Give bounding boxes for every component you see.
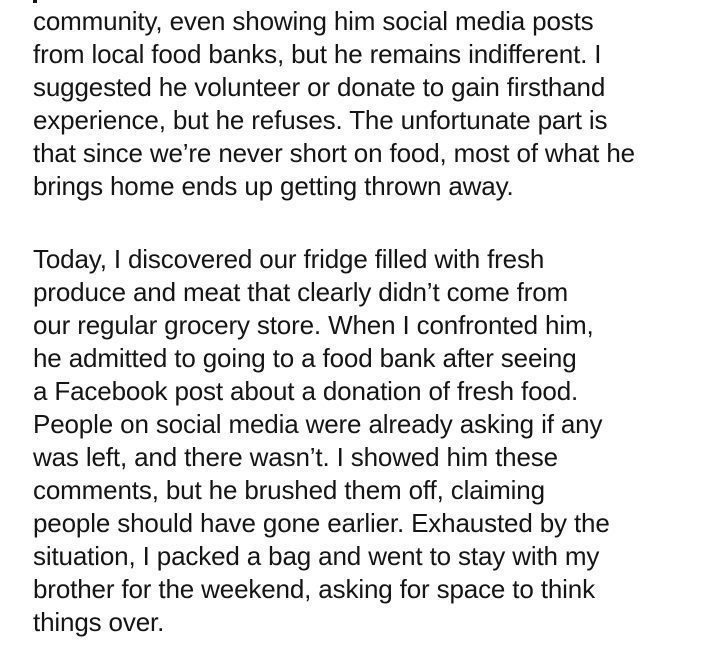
text-line: things over. bbox=[33, 607, 165, 637]
text-line: People on social media were already asking if any bbox=[33, 409, 603, 439]
text-line: he admitted to going to a food bank after seeing bbox=[33, 343, 577, 373]
text-line: suggested he volunteer or donate to gain firsthand bbox=[33, 72, 606, 102]
paragraph-2 bbox=[33, 243, 610, 639]
text-line: Today, I discovered our fridge filled with fresh bbox=[33, 244, 545, 274]
text-line: community, even showing him social media posts bbox=[33, 6, 594, 36]
text-line: experience, but he refuses. The unfortunate part is bbox=[33, 105, 608, 135]
text-line: that since we’re never short on food, most of what he bbox=[33, 138, 635, 168]
text-line: our regular grocery store. When I confronted him, bbox=[33, 310, 594, 340]
text-line: brings home ends up getting thrown away. bbox=[33, 171, 514, 201]
text-line: a Facebook post about a donation of fresh food. bbox=[33, 376, 579, 406]
text-line: produce and meat that clearly didn’t come from bbox=[33, 277, 569, 307]
text-line: was left, and there wasn’t. I showed him these bbox=[33, 442, 558, 472]
text-line: people should have gone earlier. Exhausted by the bbox=[33, 508, 610, 538]
paragraph-1 bbox=[33, 5, 635, 203]
text-line: from local food banks, but he remains indifferent. I bbox=[33, 39, 602, 69]
text-line: brother for the weekend, asking for space to think bbox=[33, 574, 595, 604]
text-line: situation, I packed a bag and went to stay with my bbox=[33, 541, 600, 571]
text-line: comments, but he brushed them off, claiming bbox=[33, 475, 545, 505]
clipped-previous-line bbox=[0, 0, 720, 5]
clipped-text-fragment bbox=[33, 0, 37, 3]
